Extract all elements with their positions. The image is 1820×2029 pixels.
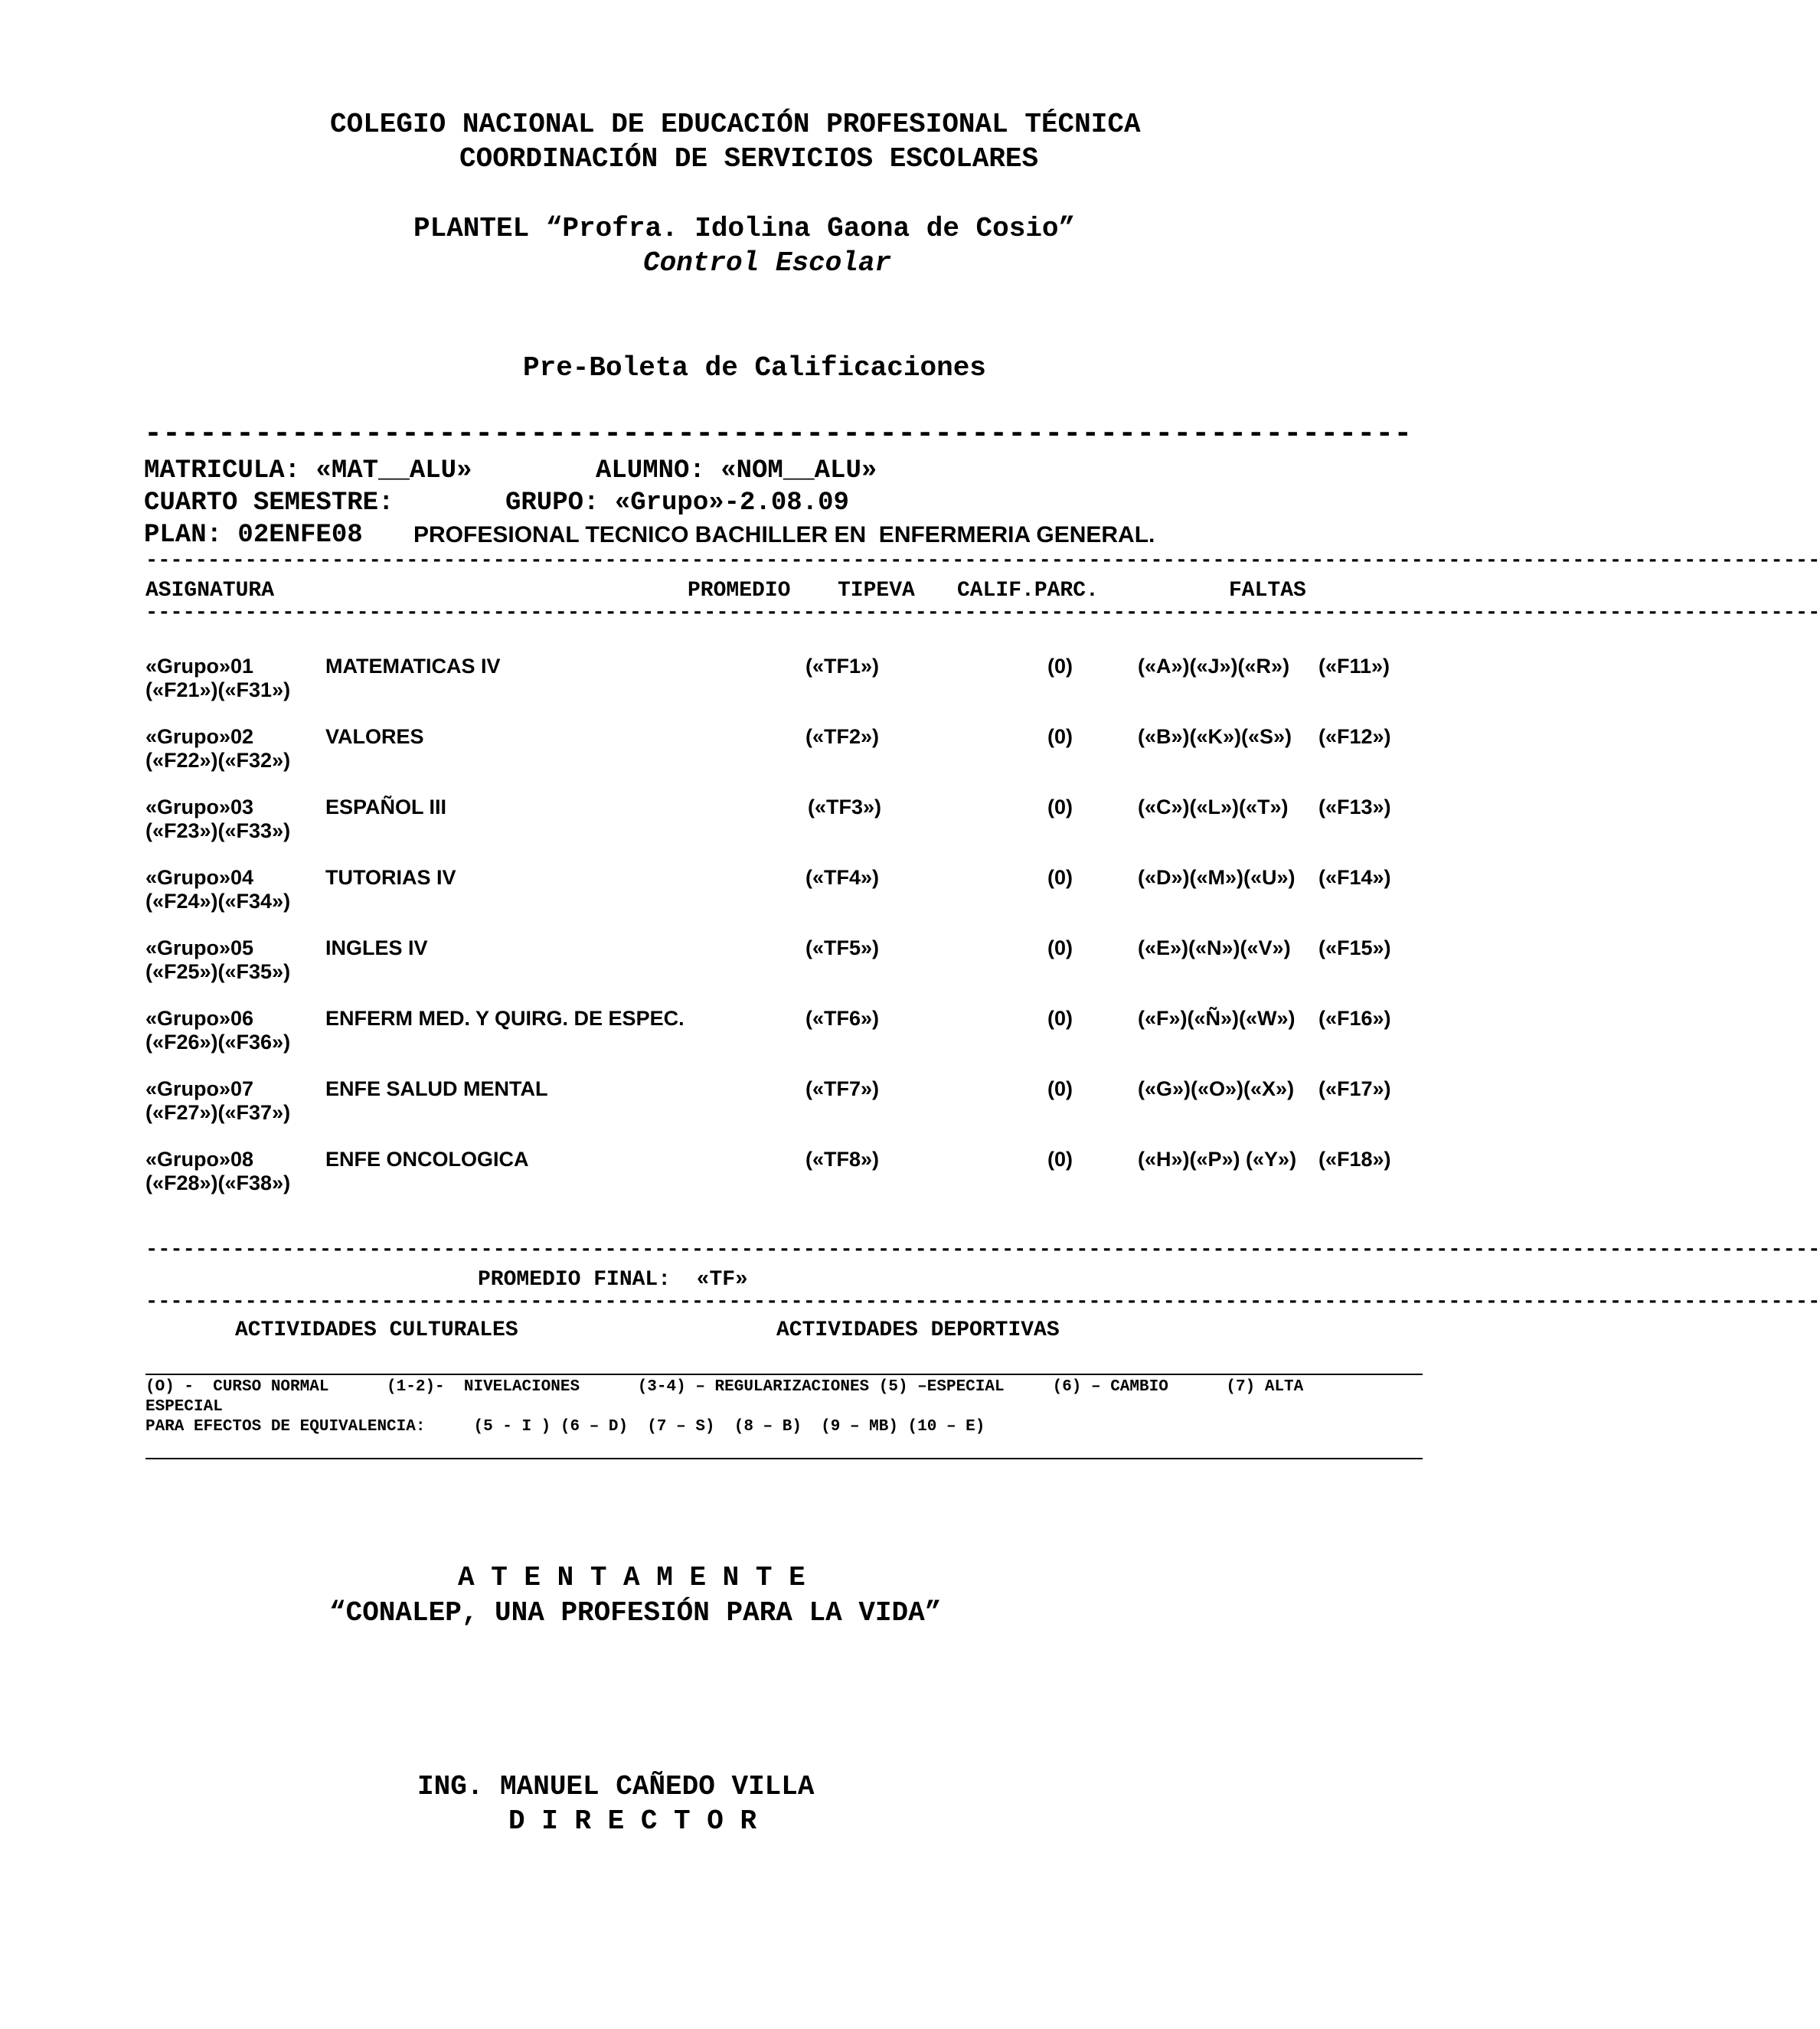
motto: “CONALEP, UNA PROFESIÓN PARA LA VIDA” xyxy=(329,1597,942,1629)
plantel-name: PLANTEL “Profra. Idolina Gaona de Cosio” xyxy=(413,213,1076,244)
row-f1: («F14») xyxy=(1318,866,1391,889)
document-title: Pre-Boleta de Calificaciones xyxy=(523,352,986,384)
coordination-name: COORDINACIÓN DE SERVICIOS ESCOLARES xyxy=(459,143,1039,175)
row-calif: (0) xyxy=(1047,1148,1073,1171)
legend-line-1: (O) - CURSO NORMAL (1-2)- NIVELACIONES (3-4) – REGULARIZACIONES (5) –ESPECIAL (6) – CAMBIO (7) ALTA xyxy=(145,1378,1304,1396)
row-faltas: («C»)(«L»)(«T») xyxy=(1138,796,1289,818)
row-tf: («TF4») xyxy=(805,866,880,889)
row-f23: («F27»)(«F37») xyxy=(145,1101,291,1124)
row-faltas: («D»)(«M»)(«U») xyxy=(1138,866,1296,889)
row-f1: («F18») xyxy=(1318,1148,1391,1171)
column-header-tipeva: TIPEVA xyxy=(838,579,915,603)
divider xyxy=(145,1458,1423,1459)
row-tf: («TF6») xyxy=(805,1007,880,1030)
divider xyxy=(145,1374,1423,1375)
row-subject: VALORES xyxy=(325,725,424,748)
row-f23: («F22»)(«F32») xyxy=(145,749,291,772)
row-f1: («F16») xyxy=(1318,1007,1391,1030)
matricula-field: MATRICULA: «MAT__ALU» xyxy=(144,456,472,485)
institution-name: COLEGIO NACIONAL DE EDUCACIÓN PROFESIONAL TÉCNICA xyxy=(330,109,1141,140)
separator-line: --------------------------------------------------------------------- xyxy=(144,417,1413,452)
legend-line-3: PARA EFECTOS DE EQUIVALENCIA: (5 - I ) (6 – D) (7 – S) (8 – B) (9 – MB) (10 – E) xyxy=(145,1418,985,1436)
semestre-field: CUARTO SEMESTRE: xyxy=(144,488,394,518)
row-f23: («F24»)(«F34») xyxy=(145,890,291,913)
row-f1: («F11») xyxy=(1318,655,1390,678)
plan-description: PROFESIONAL TECNICO BACHILLER EN ENFERMERIA GENERAL. xyxy=(413,522,1155,547)
row-f1: («F13») xyxy=(1318,796,1391,818)
alumno-field: ALUMNO: «NOM__ALU» xyxy=(596,456,877,485)
row-subject: ENFERM MED. Y QUIRG. DE ESPEC. xyxy=(325,1007,685,1030)
row-tf: («TF3») xyxy=(808,796,882,818)
row-faltas: («E»)(«N»)(«V») xyxy=(1138,936,1291,959)
atentamente: A T E N T A M E N T E xyxy=(458,1562,805,1593)
row-subject: MATEMATICAS IV xyxy=(325,655,501,678)
row-calif: (0) xyxy=(1047,936,1073,959)
row-tf: («TF2») xyxy=(805,725,880,748)
legend-line-2: ESPECIAL xyxy=(145,1398,223,1416)
grupo-field: GRUPO: «Grupo»-2.08.09 xyxy=(505,488,849,518)
row-faltas: («F»)(«Ñ»)(«W») xyxy=(1138,1007,1296,1030)
row-f23: («F26»)(«F36») xyxy=(145,1031,291,1054)
signer-role: D I R E C T O R xyxy=(508,1805,757,1837)
column-header-asignatura: ASIGNATURA xyxy=(145,579,275,603)
row-f23: («F25»)(«F35») xyxy=(145,960,291,983)
row-grupo: «Grupo»06 xyxy=(145,1007,254,1030)
row-tf: («TF1») xyxy=(805,655,880,678)
row-f1: («F15») xyxy=(1318,936,1391,959)
row-f1: («F12») xyxy=(1318,725,1391,748)
row-subject: ENFE SALUD MENTAL xyxy=(325,1077,548,1100)
row-subject: TUTORIAS IV xyxy=(325,866,456,889)
plan-code: PLAN: 02ENFE08 xyxy=(144,521,363,550)
row-grupo: «Grupo»04 xyxy=(145,866,254,889)
row-grupo: «Grupo»03 xyxy=(145,796,254,818)
row-grupo: «Grupo»05 xyxy=(145,936,254,959)
row-calif: (0) xyxy=(1047,1077,1073,1100)
row-grupo: «Grupo»08 xyxy=(145,1148,254,1171)
row-faltas: («A»)(«J»)(«R») xyxy=(1138,655,1290,678)
separator-line: --------------------------------------------------------------------------------------------------------------------------------------- xyxy=(145,602,1820,625)
row-tf: («TF8») xyxy=(805,1148,880,1171)
row-subject: INGLES IV xyxy=(325,936,428,959)
row-calif: (0) xyxy=(1047,796,1073,818)
row-tf: («TF7») xyxy=(805,1077,880,1100)
row-faltas: («B»)(«K»)(«S») xyxy=(1138,725,1292,748)
column-header-promedio: PROMEDIO xyxy=(688,579,791,603)
department-name: Control Escolar xyxy=(643,247,892,279)
row-f1: («F17») xyxy=(1318,1077,1391,1100)
row-f23: («F28»)(«F38») xyxy=(145,1171,291,1194)
separator-line: --------------------------------------------------------------------------------------------------------------------------------------- xyxy=(145,550,1820,573)
row-subject: ENFE ONCOLOGICA xyxy=(325,1148,529,1171)
row-faltas: («G»)(«O»)(«X») xyxy=(1138,1077,1295,1100)
column-header-calif-parc: CALIF.PARC. xyxy=(957,579,1099,603)
row-grupo: «Grupo»01 xyxy=(145,655,254,678)
promedio-final: PROMEDIO FINAL: «TF» xyxy=(478,1268,748,1292)
row-calif: (0) xyxy=(1047,866,1073,889)
row-subject: ESPAÑOL III xyxy=(325,796,447,818)
actividades-deportivas: ACTIVIDADES DEPORTIVAS xyxy=(776,1318,1060,1342)
row-calif: (0) xyxy=(1047,725,1073,748)
row-faltas: («H»)(«P») («Y») xyxy=(1138,1148,1297,1171)
separator-line: --------------------------------------------------------------------------------------------------------------------------------------- xyxy=(145,1239,1820,1262)
column-header-faltas: FALTAS xyxy=(1229,579,1306,603)
row-tf: («TF5») xyxy=(805,936,880,959)
row-f23: («F23»)(«F33») xyxy=(145,819,291,842)
row-grupo: «Grupo»07 xyxy=(145,1077,254,1100)
separator-line: --------------------------------------------------------------------------------------------------------------------------------------- xyxy=(145,1291,1820,1314)
row-f23: («F21»)(«F31») xyxy=(145,678,291,701)
row-calif: (0) xyxy=(1047,1007,1073,1030)
row-grupo: «Grupo»02 xyxy=(145,725,254,748)
signer-name: ING. MANUEL CAÑEDO VILLA xyxy=(417,1771,815,1802)
row-calif: (0) xyxy=(1047,655,1073,678)
actividades-culturales: ACTIVIDADES CULTURALES xyxy=(235,1318,518,1342)
